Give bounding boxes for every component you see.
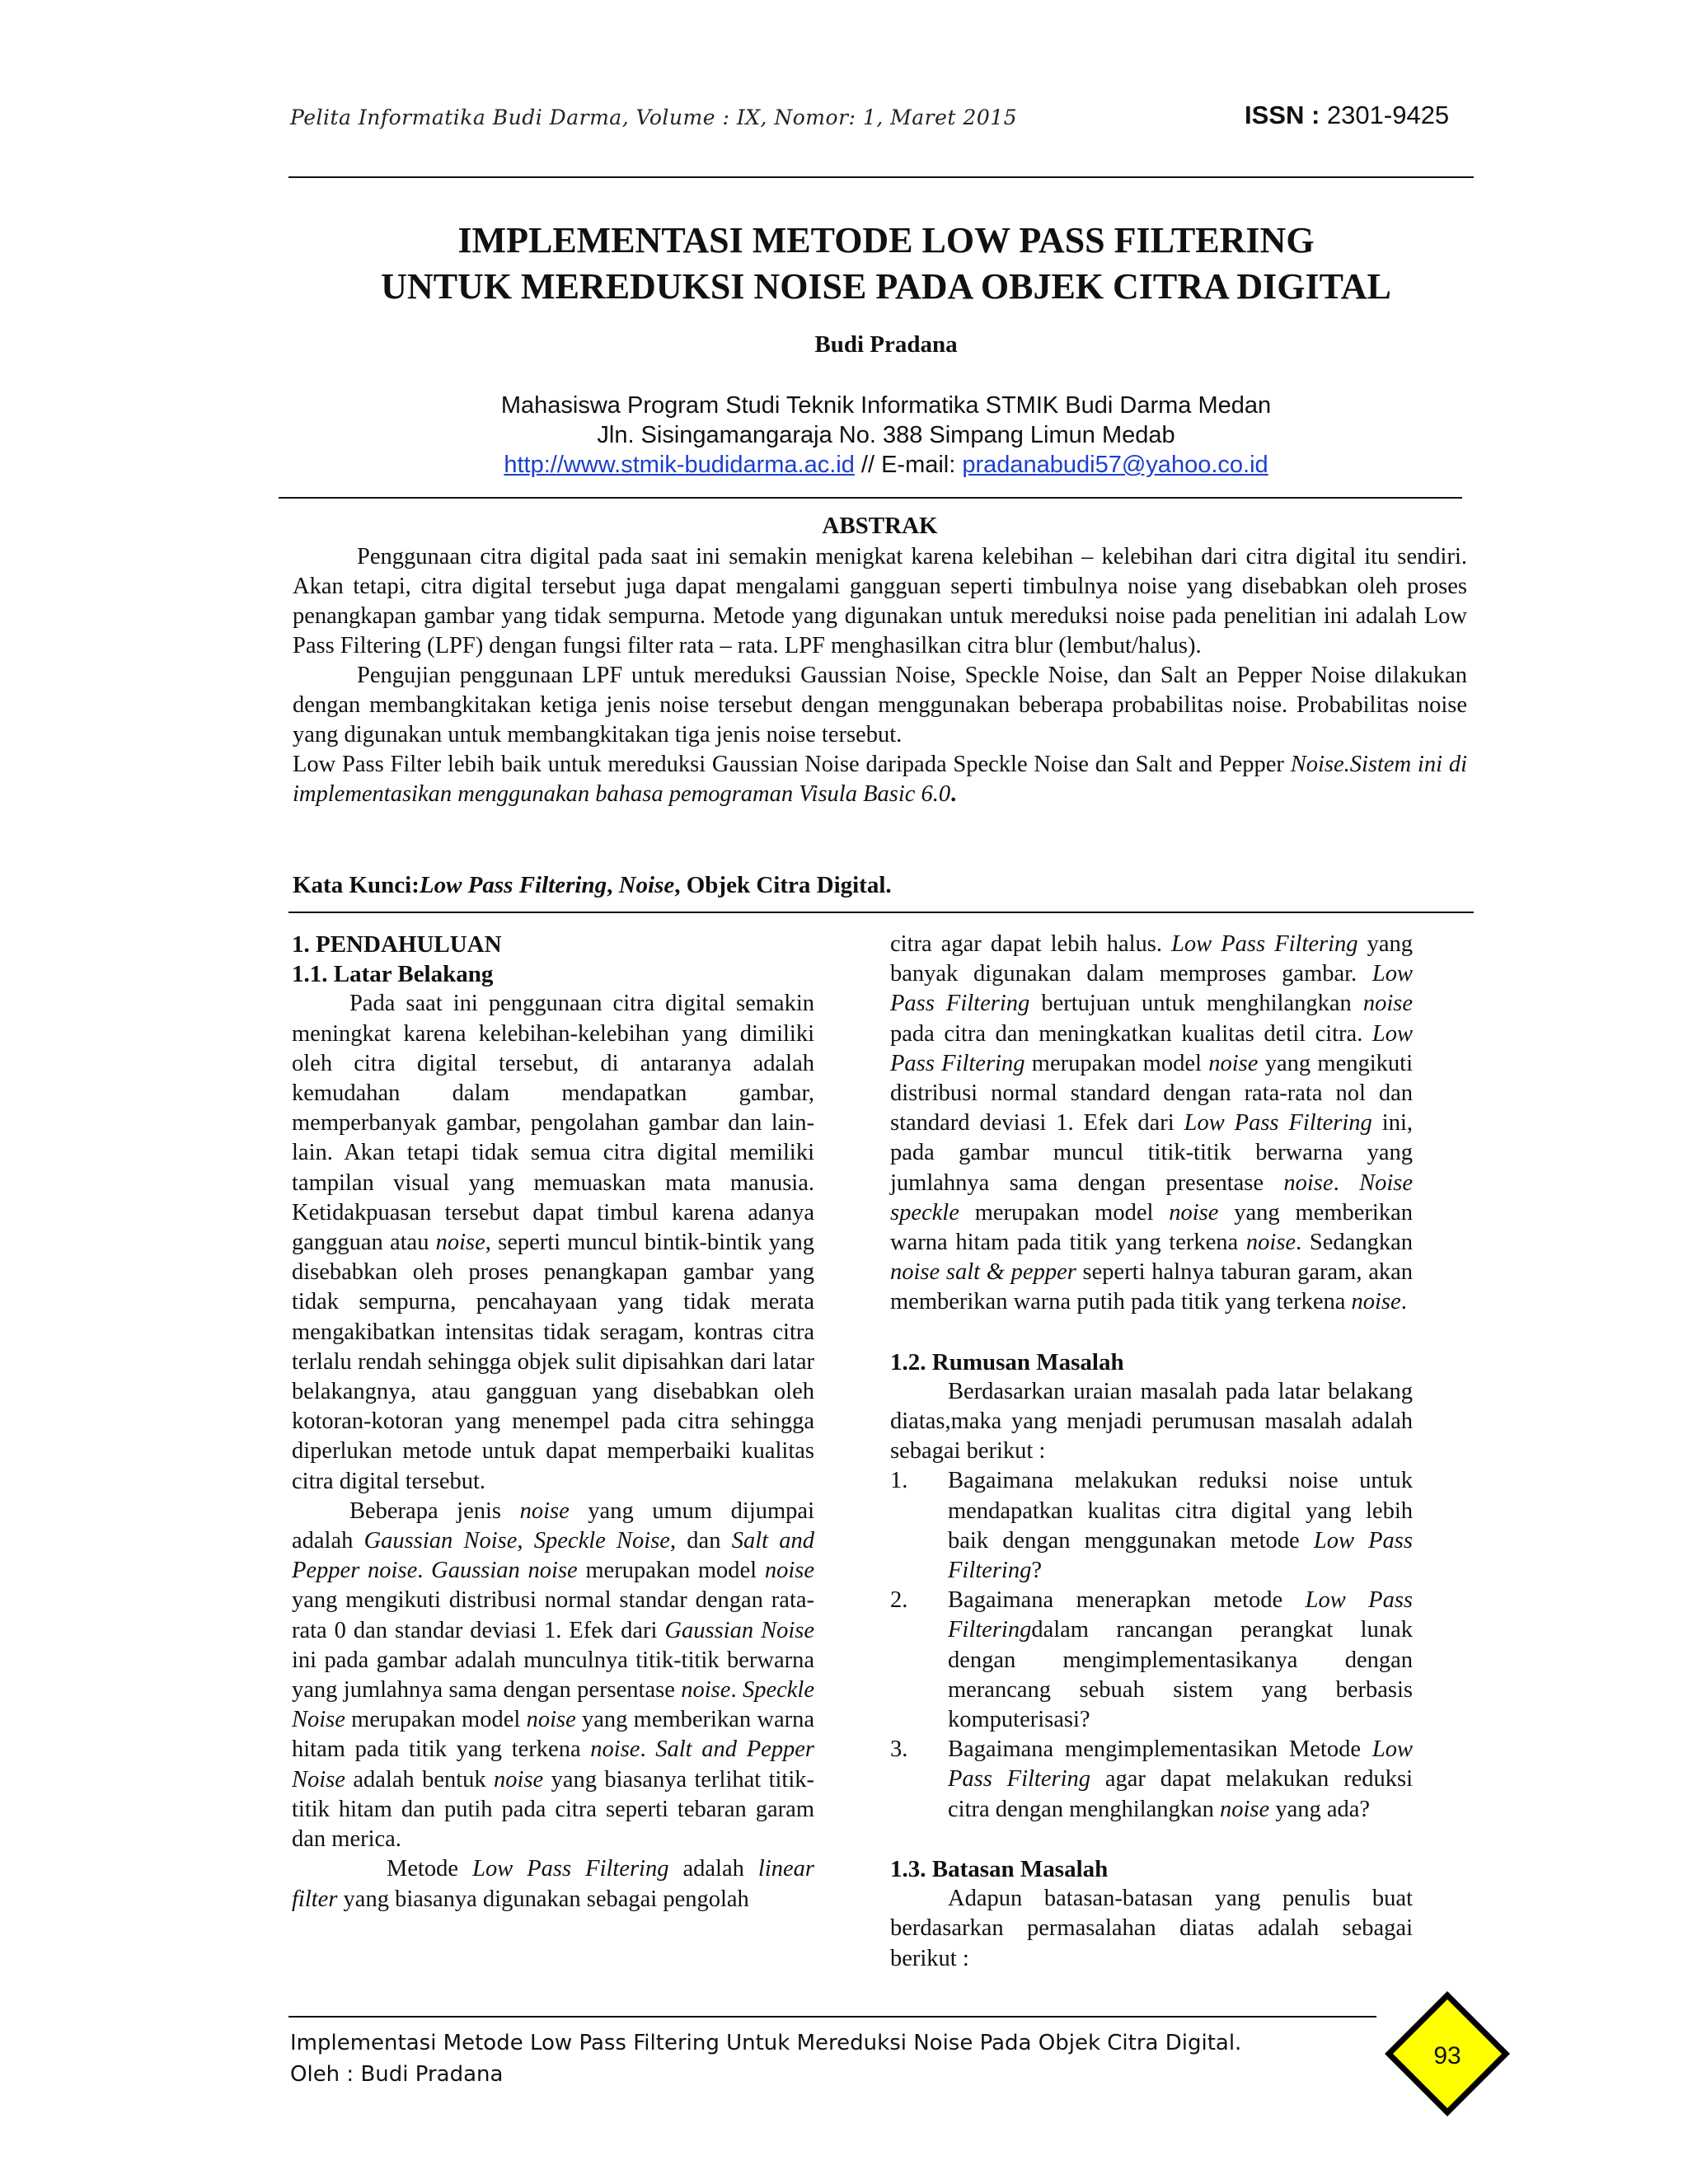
text-run: Bagaimana menerapkan metode (948, 1587, 1306, 1614)
text-run: yang umum dijumpai adalah (292, 1497, 814, 1554)
title-line-1: IMPLEMENTASI METODE LOW PASS FILTERING (457, 220, 1315, 260)
section-heading-batasan-masalah: 1.3. Batasan Masalah (890, 1855, 1109, 1882)
author-name: Budi Pradana (814, 331, 958, 358)
italic-run: noise salt & pepper (890, 1259, 1076, 1286)
journal-header: Pelita Informatika Budi Darma, Volume : IX, Nomor: 1, Maret 2015 (290, 105, 1018, 129)
text-run: yang mengikuti distribusi normal standar dengan rata-rata 0 dan standar deviasi 1. Efek dari (292, 1587, 814, 1643)
italic-run: noise (590, 1736, 640, 1763)
footer-rule (288, 2016, 1376, 2018)
header-rule (288, 176, 1474, 178)
question-1-text (948, 1468, 1413, 1583)
keywords-rule (288, 912, 1474, 913)
title-line-2: UNTUK MEREDUKSI NOISE PADA OBJEK CITRA DIGITAL (381, 266, 1391, 307)
question-3-text (948, 1736, 1413, 1821)
keywords-label: Kata Kunci: (293, 872, 420, 898)
text-run: merupakan model (1025, 1050, 1209, 1076)
right-column (890, 930, 1413, 1974)
question-3-number: 3. (890, 1736, 908, 1763)
keyword-sep: , (607, 872, 619, 898)
italic-run: noise (1169, 1199, 1219, 1226)
italic-run: noise (1220, 1796, 1270, 1822)
affiliation-rule (279, 497, 1462, 499)
italic-run: Low Pass Filtering (948, 1736, 1413, 1793)
spacer (890, 1825, 1413, 1854)
abstract-heading: ABSTRAK (822, 513, 938, 539)
keyword-1: Low Pass Filtering (419, 872, 607, 898)
contact-separator: // E-mail: (854, 452, 963, 478)
left-paragraph-2 (292, 1497, 814, 1854)
italic-run: Salt and Pepper Noise (292, 1736, 815, 1793)
italic-run: Gaussian noise (431, 1558, 578, 1584)
left-p1-italic: noise (435, 1230, 485, 1256)
text-run: . (1333, 1169, 1360, 1196)
text-run: bertujuan untuk menghilangkan (1029, 991, 1363, 1017)
italic-run: Speckle Noise (533, 1528, 670, 1554)
section-heading-rumusan-masalah: 1.2. Rumusan Masalah (890, 1348, 1124, 1376)
text-run: agar dapat melakukan reduksi citra dengan menghilangkan (948, 1766, 1413, 1822)
text-run: yang biasanya digunakan sebagai pengolah (337, 1886, 749, 1912)
issn-value: 2301-9425 (1326, 101, 1450, 129)
right-paragraph-2: Berdasarkan uraian masalah pada latar belakang diatas,maka yang menjadi perumusan masalah adalah sebagai berikut : (890, 1378, 1413, 1465)
text-run: yang ada? (1269, 1796, 1371, 1822)
website-link[interactable]: http://www.stmik-budidarma.ac.id (504, 452, 855, 478)
text-run: . (640, 1736, 656, 1763)
text-run: , (517, 1528, 534, 1554)
italic-run: Gaussian Noise (363, 1528, 518, 1554)
affiliation-contact (247, 450, 1525, 480)
italic-run: noise (764, 1558, 815, 1584)
research-questions (890, 1466, 1413, 1824)
abstract-p3-text: Low Pass Filter lebih baik untuk mereduksi Gaussian Noise daripada Speckle Noise dan Salt and Pepper (293, 752, 1291, 777)
abstract-paragraph-2: Pengujian penggunaan LPF untuk mereduksi Gaussian Noise, Speckle Noise, dan Salt an Pepper Noise dilakukan dengan membangkitakan ketiga jenis noise tersebut dengan menggunakan beberapa probabilitas noise. Probabilitas noise yang digunakan untuk membangkitakan tiga jenis noise tersebut. (293, 663, 1467, 748)
italic-run: Salt and Pepper noise (292, 1528, 814, 1584)
italic-run: Gaussian Noise (664, 1617, 814, 1643)
text-run: adalah (668, 1856, 758, 1882)
text-run: merupakan model (959, 1199, 1170, 1226)
italic-run: noise (1351, 1289, 1401, 1315)
left-column (292, 930, 814, 1915)
page-number-badge (1381, 1988, 1513, 2120)
abstract-paragraph-3 (293, 750, 1467, 809)
left-p1-b: , seperti muncul bintik-bintik yang disebabkan oleh proses penangkapan gambar yang tidak sempurna, pencahayaan yang tidak merata mengakibatkan intensitas tidak seragam, kontras citra terlalu rendah sehingga objek sulit dipisahkan dari latar belakangnya, atau gangguan yang disebabkan oleh kotoran-kotoran yang menempel pada citra sehingga diperlukan metode untuk dapat memperbaiki kualitas citra digital tersebut. (292, 1230, 814, 1494)
text-run: merupakan model (345, 1707, 527, 1733)
question-2-text (948, 1587, 1413, 1732)
question-3 (890, 1735, 1413, 1825)
italic-run: noise (519, 1497, 570, 1524)
paper-title (247, 218, 1525, 310)
issn-label: ISSN : (1245, 101, 1320, 129)
question-2-number: 2. (890, 1587, 908, 1614)
footer-author: Oleh : Budi Pradana (290, 2062, 504, 2087)
italic-run: noise (1245, 1230, 1296, 1256)
text-run: , dan (669, 1528, 732, 1554)
issn (1245, 101, 1449, 130)
right-paragraph-3: Adapun batasan-batasan yang penulis buat berdasarkan permasalahan diatas adalah sebagai berikut : (890, 1886, 1413, 1971)
italic-run: Low Pass Filtering (472, 1856, 669, 1882)
text-run: seperti halnya taburan garam, akan memberikan warna putih pada titik yang terkena (890, 1259, 1413, 1315)
italic-run: noise (681, 1677, 731, 1704)
question-1 (890, 1466, 1413, 1586)
text-run: ini, pada gambar muncul titik-titik berwarna yang jumlahnya sama dengan presentase (890, 1110, 1413, 1196)
abstract-p3-end: . (950, 781, 957, 807)
italic-run: Low Pass Filtering (948, 1527, 1413, 1584)
text-run: yang mengikuti distribusi normal standard dengan rata-rata nol dan standard deviasi 1. Efek dari (890, 1050, 1413, 1137)
text-run: pada citra dan meningkatkan kualitas detil citra. (890, 1020, 1372, 1047)
text-run: yang memberikan warna hitam pada titik yang terkena (890, 1199, 1413, 1256)
affiliation (247, 391, 1525, 480)
text-run: ini pada gambar adalah munculnya titik-titik berwarna yang jumlahnya sama dengan persentase (292, 1647, 814, 1704)
italic-run: noise (526, 1707, 576, 1733)
email-link[interactable]: pradanabudi57@yahoo.co.id (962, 452, 1268, 478)
text-run: yang memberikan warna hitam pada titik yang terkena (292, 1707, 814, 1763)
text-run: . Sedangkan (1296, 1230, 1413, 1256)
page-number: 93 (1433, 2042, 1461, 2069)
italic-run: Low Pass Filtering (1171, 931, 1358, 957)
abstract-paragraph-1: Penggunaan citra digital pada saat ini semakin menigkat karena kelebihan – kelebihan dari citra digital itu sendiri. Akan tetapi, citra digital tersebut juga dapat mengalami gangguan seperti timbulnya noise yang disebabkan oleh proses penangkapan gambar yang tidak sempurna. Metode yang digunakan untuk mereduksi noise pada penelitian ini adalah Low Pass Filtering (LPF) dengan fungsi filter rata – rata. LPF menghasilkan citra blur (lembut/halus). (293, 544, 1467, 658)
italic-run: noise (1208, 1050, 1259, 1076)
text-run: Bagaimana melakukan reduksi noise untuk mendapatkan kualitas citra digital yang lebih baik dengan menggunakan metode (948, 1468, 1413, 1554)
text-run: ? (1031, 1558, 1042, 1584)
affiliation-line-1: Mahasiswa Program Studi Teknik Informatika STMIK Budi Darma Medan (500, 392, 1272, 419)
text-run: citra agar dapat lebih halus. (890, 931, 1172, 957)
text-run: . (1400, 1289, 1407, 1315)
italic-run: Low Pass Filtering (890, 961, 1413, 1017)
text-run: Bagaimana mengimplementasikan Metode (948, 1736, 1372, 1763)
affiliation-line-2: Jln. Sisingamangaraja No. 388 Simpang Limun Medab (597, 422, 1175, 448)
italic-run: Low Pass Filtering (1184, 1110, 1372, 1137)
abstract-p3-italic: Noise.Sistem ini di implementasikan menggunakan bahasa pemograman Visula Basic 6.0 (293, 752, 1467, 807)
right-paragraph-1 (890, 930, 1413, 1318)
text-run: . (730, 1677, 743, 1704)
abstract-body (293, 542, 1467, 809)
italic-run: Speckle Noise (292, 1677, 814, 1733)
text-run: yang banyak digunakan dalam memproses gambar. (890, 931, 1413, 987)
section-heading-pendahuluan: 1. PENDAHULUAN (292, 931, 502, 958)
question-1-number: 1. (890, 1468, 908, 1494)
question-2 (890, 1586, 1413, 1735)
spacer (890, 1318, 1413, 1347)
left-paragraph-1 (292, 989, 814, 1496)
footer-title: Implementasi Metode Low Pass Filtering Untuk Mereduksi Noise Pada Objek Citra Digital. (290, 2031, 1242, 2055)
left-paragraph-3 (292, 1854, 814, 1914)
italic-run: Noise speckle (890, 1169, 1413, 1226)
text-run: merupakan model (577, 1558, 765, 1584)
left-p1-a: Pada saat ini penggunaan citra digital semakin meningkat karena kelebihan-kelebihan yang dimiliki oleh citra digital tersebut, di antaranya adalah kemudahan dalam mendapatkan gambar, memperbanyak gambar, pengolahan gambar dan lain-lain. Akan tetapi tidak semua citra digital memiliki tampilan visual yang memuaskan mata manusia. Ketidakpuasan tersebut dapat timbul karena adanya gangguan atau (292, 991, 814, 1256)
italic-run: linear filter (292, 1856, 814, 1912)
text-run: adalah bentuk (345, 1766, 495, 1793)
italic-run: Low Pass Filtering (890, 1020, 1413, 1076)
text-run: yang biasanya terlihat titik-titik hitam dan putih pada citra seperti tebaran garam dan merica. (292, 1766, 814, 1853)
italic-run: noise (1362, 991, 1413, 1017)
text-run: . (417, 1558, 432, 1584)
text-run: Metode (387, 1856, 473, 1882)
text-run: Beberapa jenis (349, 1497, 520, 1524)
italic-run: Low Pass Filtering (948, 1587, 1414, 1643)
section-heading-latar-belakang: 1.1. Latar Belakang (292, 961, 494, 988)
text-run: dalam rancangan perangkat lunak dengan mengimplementasikanya dengan merancang sebuah sistem yang berbasis komputerisasi? (948, 1617, 1413, 1733)
keyword-2: Noise (618, 872, 675, 898)
italic-run: noise (1283, 1169, 1334, 1196)
keyword-rest: , Objek Citra Digital. (674, 872, 892, 898)
page-footer (290, 2027, 1241, 2090)
keywords (293, 872, 892, 899)
italic-run: noise (494, 1766, 544, 1793)
